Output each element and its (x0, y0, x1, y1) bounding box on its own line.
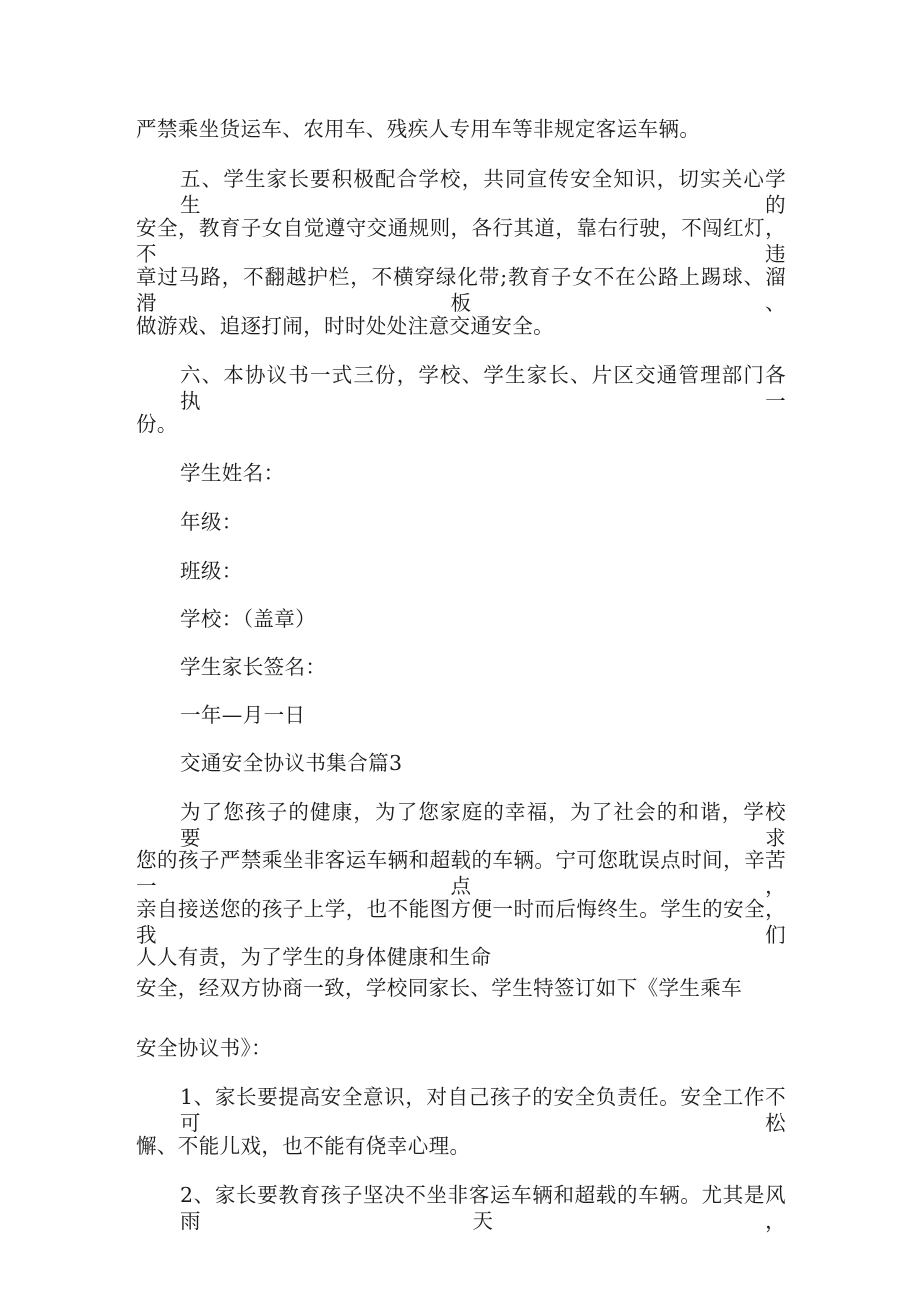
text-line: 做游戏、追逐打闹，时时处处注意交通安全。 (136, 314, 554, 338)
text-line: 六、本协议书一式三份，学校、学生家长、片区交通管理部门各执一 (180, 363, 786, 413)
text-line: 您的孩子严禁乘坐非客运车辆和超载的车辆。宁可您耽误点时间，辛苦一点， (136, 848, 786, 898)
text-line: 份。 (136, 412, 178, 436)
text-line: 安全，教育子女自觉遵守交通规则，各行其道，靠右行驶，不闯红灯，不违 (136, 216, 786, 266)
text-line: 懈、不能儿戏，也不能有侥幸心理。 (136, 1134, 471, 1158)
text-line: 2、家长要教育孩子坚决不坐非客运车辆和超载的车辆。尤其是风雨天， (180, 1183, 786, 1233)
form-label-parent-signature: 学生家长签名： (180, 655, 327, 679)
text-line: 1、家长要提高安全意识，对自己孩子的安全负责任。安全工作不可松 (180, 1085, 786, 1135)
text-line: 安全协议书》： (136, 1036, 273, 1060)
text-line: 五、学生家长要积极配合学校，共同宣传安全知识，切实关心学生的 (180, 167, 786, 217)
section-heading: 交通安全协议书集合篇3 (180, 751, 403, 775)
text-line: 为了您孩子的健康，为了您家庭的幸福，为了社会的和谐，学校要求 (180, 800, 786, 850)
text-line: 人人有责，为了学生的身体健康和生命 (136, 945, 492, 969)
form-label-student-name: 学生姓名： (180, 461, 285, 485)
form-label-date: 一年—月一日 (180, 703, 306, 727)
text-line: 安全，经双方协商一致，学校同家长、学生特签订如下《学生乘车 (136, 976, 743, 1000)
text-line: 章过马路，不翻越护栏，不横穿绿化带;教育子女不在公路上踢球、溜滑板、 (136, 265, 786, 315)
text-line: 亲自接送您的孩子上学，也不能图方便一时而后悔终生。学生的安全，我们 (136, 897, 786, 947)
form-label-class: 班级： (180, 559, 243, 583)
text-line: 严禁乘坐货运车、农用车、残疾人专用车等非规定客运车辆。 (136, 117, 701, 141)
form-label-school-seal: 学校：（盖章） (180, 607, 317, 631)
form-label-grade: 年级： (180, 510, 243, 534)
